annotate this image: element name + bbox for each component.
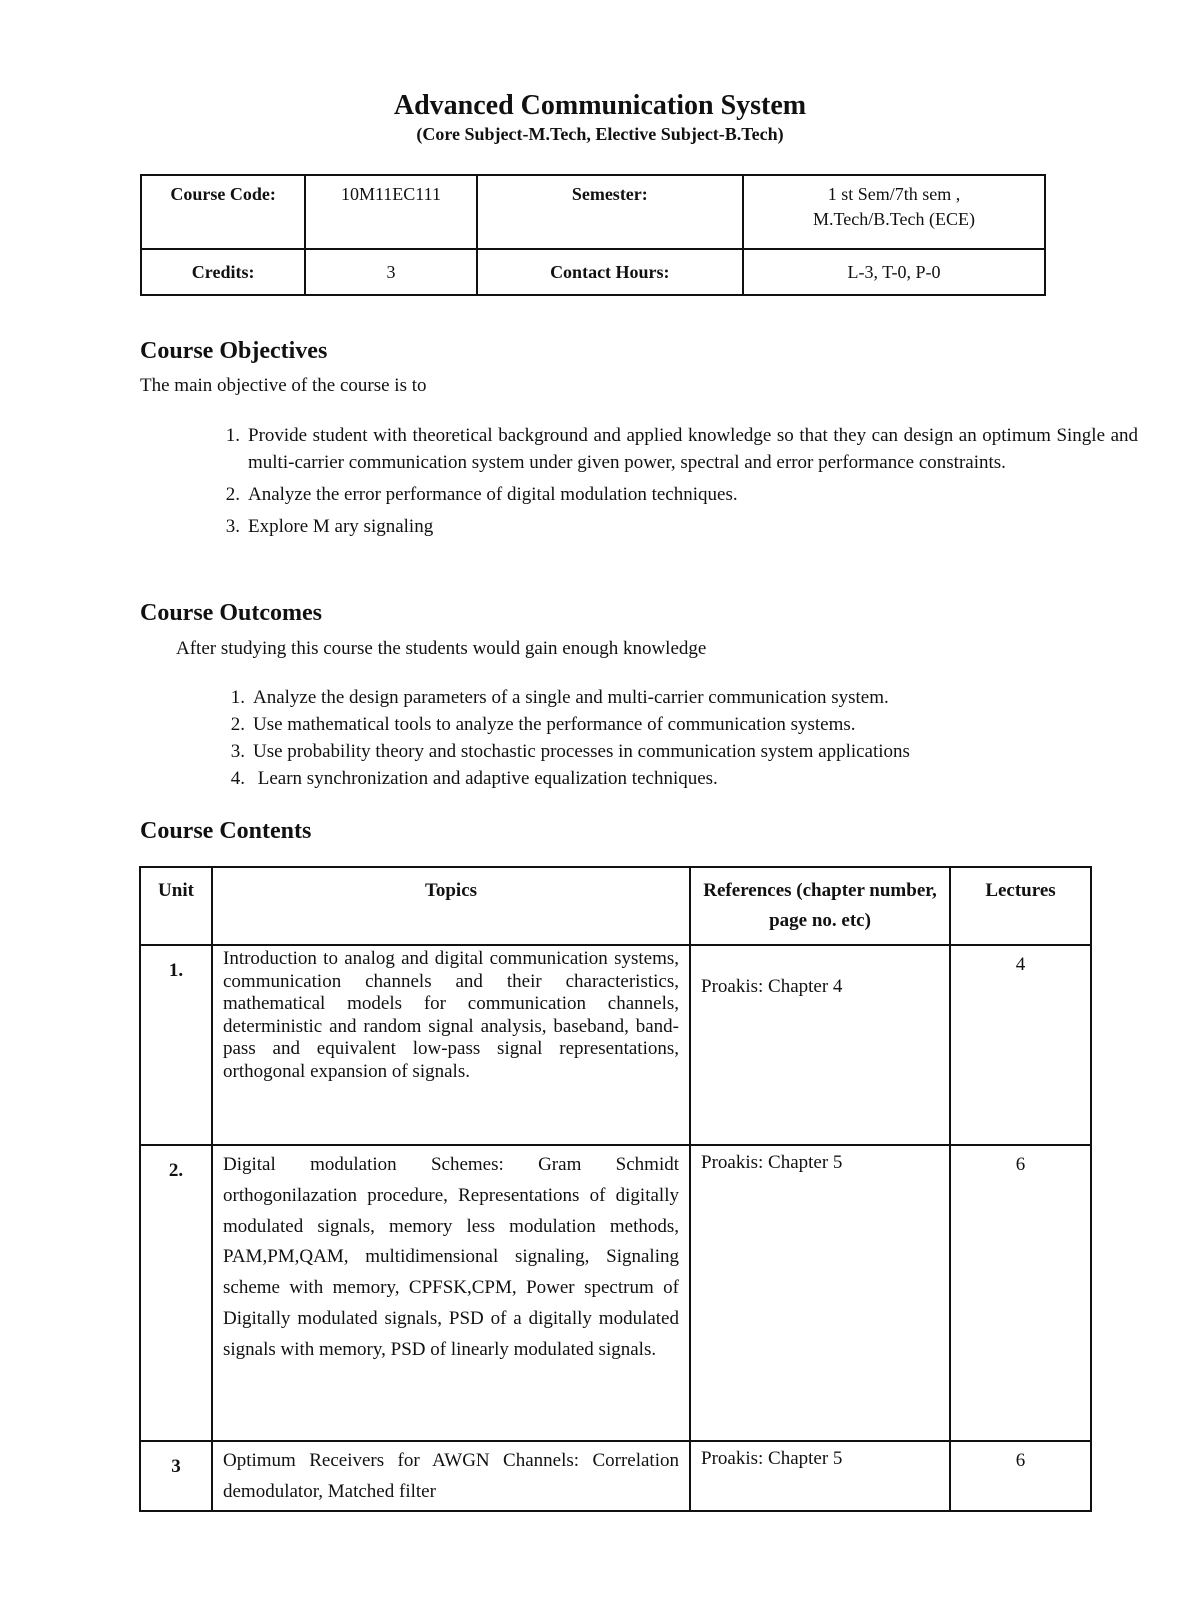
list-item xyxy=(230,711,1143,738)
course-code-value: 10M11EC111 xyxy=(305,175,476,249)
unit-cell: 2. xyxy=(140,1145,212,1441)
course-info-table xyxy=(140,174,1046,296)
header-references: References (chapter number, page no. etc) xyxy=(690,867,950,945)
list-number: 3. xyxy=(225,516,240,537)
lectures-cell: 4 xyxy=(950,945,1091,1145)
list-item xyxy=(230,738,1143,765)
unit-cell: 1. xyxy=(140,945,212,1145)
page-title: Advanced Communication System xyxy=(393,90,807,121)
reference-cell: Proakis: Chapter 5 xyxy=(690,1441,950,1511)
semester-line-1: 1 st Sem/7th sem , xyxy=(827,184,961,204)
contents-heading: Course Contents xyxy=(140,818,312,844)
lectures-cell: 6 xyxy=(950,1145,1091,1441)
semester-line-2: M.Tech/B.Tech (ECE) xyxy=(813,209,975,229)
table-row xyxy=(140,1441,1091,1511)
header-unit: Unit xyxy=(140,867,212,945)
objectives-list xyxy=(225,422,1138,545)
list-item xyxy=(225,422,1138,476)
topics-cell: Introduction to analog and digital communication systems, communication channels and their characteristics, mathematical models for communication channels, deterministic and random signal analysis, baseband, band-pass and equivalent low-pass signal representations, orthogonal expansion of signals. xyxy=(212,945,690,1145)
list-item xyxy=(225,513,1138,540)
list-text: Analyze the error performance of digital modulation techniques. xyxy=(248,484,738,505)
header-topics: Topics xyxy=(212,867,690,945)
list-number: 3. xyxy=(230,741,245,762)
list-number: 1. xyxy=(230,687,245,708)
objectives-intro: The main objective of the course is to xyxy=(140,375,427,396)
outcomes-heading: Course Outcomes xyxy=(140,600,322,626)
list-text: Use mathematical tools to analyze the performance of communication systems. xyxy=(253,714,856,735)
reference-cell: Proakis: Chapter 5 xyxy=(690,1145,950,1441)
page-subtitle: (Core Subject-M.Tech, Elective Subject-B.Tech) xyxy=(416,124,784,144)
list-number: 2. xyxy=(225,484,240,505)
table-header-row xyxy=(140,867,1091,945)
reference-cell: Proakis: Chapter 4 xyxy=(690,945,950,1145)
topics-cell: Digital modulation Schemes: Gram Schmidt orthogonilazation procedure, Representations of digitally modulated signals, memory less modulation methods, PAM,PM,QAM, multidimensional signaling, Signaling scheme with memory, CPFSK,CPM, Power spectrum of Digitally modulated signals, PSD of a digitally modulated signals with memory, PSD of linearly modulated signals. xyxy=(212,1145,690,1441)
header-lectures: Lectures xyxy=(950,867,1091,945)
contact-hours-value: L-3, T-0, P-0 xyxy=(743,249,1045,295)
list-text: Learn synchronization and adaptive equalization techniques. xyxy=(253,768,718,789)
list-text: Explore M ary signaling xyxy=(248,516,434,537)
contact-hours-label: Contact Hours: xyxy=(477,249,743,295)
list-item xyxy=(225,481,1138,508)
list-text: Analyze the design parameters of a single and multi-carrier communication system. xyxy=(253,687,889,708)
list-text: Provide student with theoretical background and applied knowledge so that they can design an optimum Single and multi-carrier communication system under given power, spectral and error performance constraints. xyxy=(248,425,1138,473)
list-item xyxy=(230,765,1143,792)
lectures-cell: 6 xyxy=(950,1441,1091,1511)
course-contents-table xyxy=(139,866,1092,1512)
table-row xyxy=(140,945,1091,1145)
list-text: Use probability theory and stochastic processes in communication system applications xyxy=(253,741,910,762)
credits-value: 3 xyxy=(305,249,476,295)
course-code-label: Course Code: xyxy=(141,175,305,249)
semester-label: Semester: xyxy=(477,175,743,249)
semester-value xyxy=(743,175,1045,249)
list-number: 4. xyxy=(230,768,245,789)
credits-label: Credits: xyxy=(141,249,305,295)
list-number: 1. xyxy=(225,425,240,446)
topics-cell: Optimum Receivers for AWGN Channels: Correlation demodulator, Matched filter xyxy=(212,1441,690,1511)
table-row xyxy=(140,1145,1091,1441)
objectives-heading: Course Objectives xyxy=(140,338,328,364)
unit-cell: 3 xyxy=(140,1441,212,1511)
outcomes-intro: After studying this course the students would gain enough knowledge xyxy=(176,638,707,659)
list-item xyxy=(230,684,1143,711)
outcomes-list xyxy=(230,684,1143,792)
list-number: 2. xyxy=(230,714,245,735)
